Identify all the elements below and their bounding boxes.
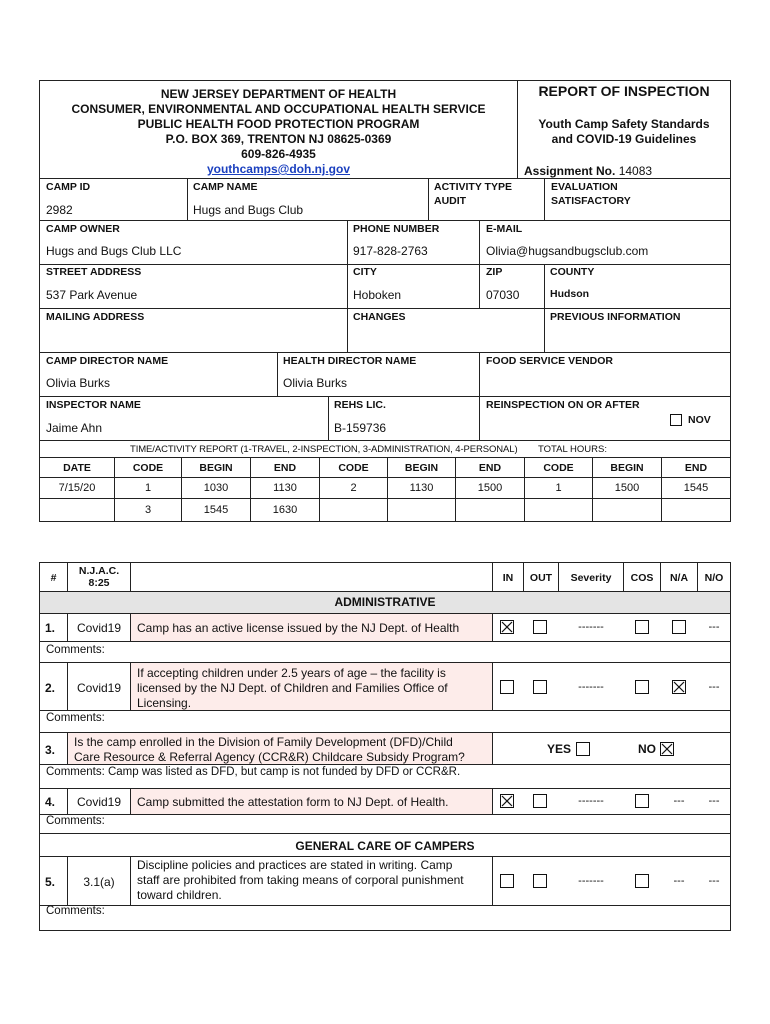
item-number: 4. [45,795,56,809]
comments-label: Comments: [46,905,105,917]
time-cell: 1500 [477,482,503,494]
severity-value: ------- [578,621,604,633]
item-text: Camp has an active license issued by the NJ Dept. of Health [137,621,460,635]
col-code: CODE [132,462,164,474]
owner-label: CAMP OWNER [46,223,120,235]
item-number: 2. [45,681,56,695]
item-text-line: toward children. [137,888,222,902]
item-text-line: If accepting children under 2.5 years of age – the facility is [137,666,446,680]
cos-checkbox[interactable] [635,680,649,694]
col-end: END [684,462,708,474]
col-no: N/O [704,572,724,584]
reinspection-label: REINSPECTION ON OR AFTER [486,399,640,411]
nov-checkbox[interactable] [670,414,682,426]
inspector-label: INSPECTOR NAME [46,399,141,411]
evaluation-label: EVALUATION [551,181,618,193]
activity-type: AUDIT [434,195,467,207]
time-cell: 1 [555,482,562,494]
time-cell: 1 [144,482,152,494]
na-checkbox[interactable] [672,620,686,634]
org-line: CONSUMER, ENVIRONMENTAL AND OCCUPATIONAL HEALTH SERVICE [71,102,486,116]
org-line: NEW JERSEY DEPARTMENT OF HEALTH [160,87,397,101]
item-text-line: Is the camp enrolled in the Division of Family Development (DFD)/Child [74,735,453,749]
item-code: Covid19 [76,621,122,635]
out-checkbox[interactable] [533,680,547,694]
col-begin: BEGIN [199,462,233,474]
health-director-label: HEALTH DIRECTOR NAME [283,355,417,367]
phone: 917-828-2763 [353,244,428,258]
njac-label-2: 8:25 [88,577,110,589]
cos-checkbox[interactable] [635,620,649,634]
county: Hudson [550,288,590,300]
item-text: Camp submitted the attestation form to NJ Dept. of Health. [137,795,449,809]
camp-id: 2982 [46,203,73,217]
time-cell: 2 [350,482,357,494]
time-cell: 7/15/20 [58,482,96,494]
col-num: # [50,572,57,584]
city: Hoboken [353,288,402,302]
col-code: CODE [543,462,574,474]
comments-label: Comments: [46,644,105,656]
city-label: CITY [353,266,377,278]
comments-label: Comments: [46,815,105,827]
activity-type-label: ACTIVITY TYPE [434,181,512,193]
mailing-label: MAILING ADDRESS [46,311,145,323]
nov-label: NOV [688,414,711,426]
assignment-number: 14083 [618,164,653,178]
report-subtitle [518,117,730,147]
zip-label: ZIP [486,266,503,278]
item-text-line: Discipline policies and practices are stated in writing. Camp [137,858,453,872]
no-value: --- [708,621,720,633]
in-checkbox[interactable] [500,620,514,634]
severity-value: ------- [578,681,604,693]
previous-label: PREVIOUS INFORMATION [550,311,681,323]
zip: 07030 [486,288,520,302]
section-title: GENERAL CARE OF CAMPERS [295,839,475,853]
evaluation-value: SATISFACTORY [551,195,631,207]
changes-label: CHANGES [353,311,406,323]
col-na: N/A [669,572,689,584]
col-code: CODE [338,462,369,474]
cos-checkbox[interactable] [635,874,649,888]
item-text-line: staff are prohibited from taking means of corporal punishment [137,873,464,887]
org-line: P.O. BOX 369, TRENTON NJ 08625-0369 [165,132,392,146]
phone-label: PHONE NUMBER [353,223,440,235]
in-checkbox[interactable] [500,794,514,808]
col-begin: BEGIN [404,462,439,474]
item-text [74,735,465,765]
col-in: IN [502,572,514,584]
camp-email: Olivia@hugsandbugsclub.com [486,244,649,258]
in-checkbox[interactable] [500,680,514,694]
na-value: --- [673,795,685,807]
org-line: PUBLIC HEALTH FOOD PROTECTION PROGRAM [137,117,420,131]
out-checkbox[interactable] [533,874,547,888]
item-text [137,858,464,903]
out-checkbox[interactable] [533,794,547,808]
street: 537 Park Avenue [46,288,138,302]
time-cell: 1130 [409,482,434,494]
total-hours-label: TOTAL HOURS: [538,444,607,455]
item-comment: Comments: Camp was listed as DFD, but camp is not funded by DFD or CCR&R. [46,766,461,778]
item-text-line: Care Resource & Referral Agency (CCR&R) Childcare Subsidy Program? [74,750,465,764]
item-code: Covid19 [76,681,122,695]
yes-checkbox[interactable] [576,742,590,756]
item-number: 5. [45,875,56,889]
time-report-title: TIME/ACTIVITY REPORT (1-TRAVEL, 2-INSPECTION, 3-ADMINISTRATION, 4-PERSONAL) [130,444,518,455]
time-cell: 1545 [203,504,229,516]
item-text-line: licensed by the NJ Dept. of Children and Families Office of [137,681,448,695]
camp-id-label: CAMP ID [46,181,91,193]
yes-label: YES [547,742,572,756]
item-number: 3. [45,743,56,757]
item-code: Covid19 [76,795,122,809]
col-date: DATE [63,462,91,474]
assignment [524,164,652,178]
time-cell: 1030 [203,482,229,494]
assignment-label: Assignment No. [524,164,616,178]
col-end: END [273,462,297,474]
street-label: STREET ADDRESS [46,266,142,278]
item-number: 1. [45,621,56,635]
email-link[interactable]: youthcamps@doh.nj.gov [206,162,351,176]
camp-name-label: CAMP NAME [193,181,258,193]
section-title: ADMINISTRATIVE [334,595,436,609]
no-value: --- [708,681,720,693]
report-title: REPORT OF INSPECTION [538,83,710,99]
in-checkbox[interactable] [500,874,514,888]
out-checkbox[interactable] [533,620,547,634]
severity-value: ------- [578,795,604,807]
no-value: --- [708,875,720,887]
time-cell: 1130 [273,482,297,494]
no-value: --- [708,795,720,807]
time-cell: 3 [144,504,152,516]
director: Olivia Burks [46,376,111,390]
org-line: 609-826-4935 [241,147,316,161]
owner: Hugs and Bugs Club LLC [46,244,182,258]
no-label: NO [638,742,656,756]
rehs: B-159736 [334,421,387,435]
comments-label: Comments: [46,712,105,724]
report-sub-line: and COVID-19 Guidelines [551,132,697,146]
col-cos: COS [630,572,654,584]
njac-label: N.J.A.C. [78,565,120,577]
col-end: END [478,462,502,474]
na-checkbox[interactable] [672,680,686,694]
inspector: Jaime Ahn [46,421,103,435]
cos-checkbox[interactable] [635,794,649,808]
camp-name: Hugs and Bugs Club [193,203,304,217]
email-label: E-MAIL [486,223,523,235]
item-text [137,666,448,711]
health-director: Olivia Burks [283,376,348,390]
director-label: CAMP DIRECTOR NAME [46,355,169,367]
county-label: COUNTY [550,266,595,278]
item-code: 3.1(a) [83,875,115,889]
item-text-line: Licensing. [137,696,192,710]
rehs-label: REHS LIC. [334,399,386,411]
severity-value: ------- [578,875,604,887]
food-vendor-label: FOOD SERVICE VENDOR [486,355,613,367]
col-njac [68,565,130,589]
col-begin: BEGIN [610,462,644,474]
time-cell: 1545 [683,482,709,494]
col-severity: Severity [570,572,612,584]
org-header [40,87,517,177]
report-sub-line: Youth Camp Safety Standards [538,117,710,131]
time-cell: 1500 [614,482,640,494]
no-checkbox[interactable] [660,742,674,756]
col-out: OUT [529,572,553,584]
time-cell: 1630 [272,504,298,516]
na-value: --- [673,875,685,887]
